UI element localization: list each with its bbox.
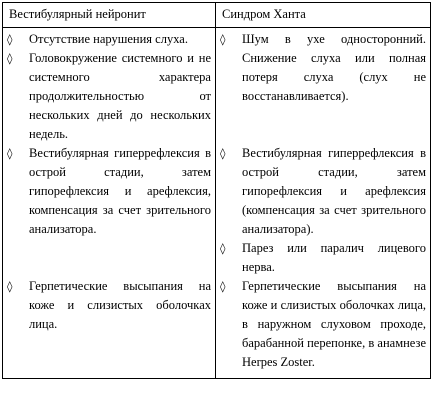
table-header-row	[3, 3, 431, 28]
column-header-hunt-syndrome: Синдром Ханта	[216, 3, 431, 28]
list-item	[3, 144, 211, 239]
list-item-text: Вестибулярная гиперрефлексия в острой стадии, затем гипорефлексия и арефлексия (компенсация за счет зрительного анализатора).	[242, 146, 426, 236]
column-cell-hunt-syndrome	[216, 28, 431, 379]
list-item-text: Парез или паралич лицевого нерва.	[242, 241, 426, 274]
diamond-bullet-icon: ◊	[7, 52, 13, 65]
diamond-bullet-icon: ◊	[7, 280, 13, 293]
diamond-bullet-icon: ◊	[220, 33, 226, 46]
list-item	[3, 49, 211, 144]
blank-line	[3, 239, 211, 258]
list-item-text: Головокружение системного и не системного характера продолжительностью от нескольких дней до нескольких недель.	[29, 51, 211, 141]
list-item	[216, 144, 426, 239]
diamond-bullet-icon: ◊	[220, 280, 226, 293]
list-item	[216, 239, 426, 277]
table-row	[3, 28, 431, 379]
list-item	[3, 277, 211, 334]
list-item-text: Отсутствие нарушения слуха.	[29, 32, 188, 46]
list-item-text: Вестибулярная гиперрефлексия в острой стадии, затем гипорефлексия и арефлексия, компенсация за счет зрительного анализатора.	[29, 146, 211, 236]
comparison-table	[2, 2, 431, 379]
blank-line	[216, 106, 426, 125]
column-header-vestibular-neuronitis: Вестибулярный нейронит	[3, 3, 216, 28]
diamond-bullet-icon: ◊	[220, 147, 226, 160]
blank-line	[3, 258, 211, 277]
diamond-bullet-icon: ◊	[220, 242, 226, 255]
blank-line	[216, 125, 426, 144]
column-cell-vestibular-neuronitis	[3, 28, 216, 379]
list-item-text: Шум в ухе односторонний. Снижение слуха или полная потеря слуха (слух не восстанавливается).	[242, 32, 426, 103]
cell-list	[216, 28, 430, 378]
list-item	[216, 30, 426, 106]
diamond-bullet-icon: ◊	[7, 147, 13, 160]
cell-list	[3, 28, 215, 340]
list-item	[3, 30, 211, 49]
list-item-text: Герпетические высыпания на коже и слизистых оболочках лица, в наружном слуховом проходе, барабанной перепонке, в анамнезе Herpes Zoster.	[242, 279, 426, 369]
list-item	[216, 277, 426, 372]
list-item-text: Герпетические высыпания на коже и слизистых оболочках лица.	[29, 279, 211, 331]
diamond-bullet-icon: ◊	[7, 33, 13, 46]
